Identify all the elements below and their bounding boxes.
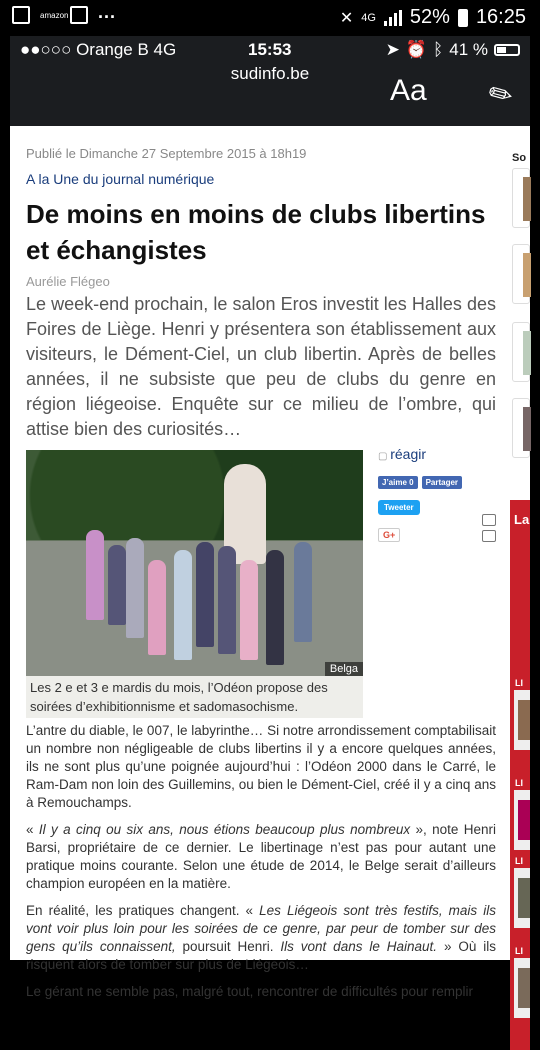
google-plus-button[interactable]: G+ — [378, 528, 400, 542]
sidebar-card[interactable] — [514, 690, 530, 750]
author[interactable]: Aurélie Flégeo — [26, 274, 110, 289]
comment-icon: ▢ — [378, 451, 391, 462]
android-status-bar — [0, 0, 540, 36]
alarm-icon: ⏰ — [405, 40, 428, 59]
card-label: LI — [515, 856, 523, 866]
quote: Ils vont dans le Hainaut. — [280, 939, 438, 954]
amazon-notification-icon: amazon — [40, 10, 69, 20]
paragraph-text: poursuit Henri. — [175, 939, 281, 954]
article-photo — [26, 450, 363, 676]
photo-credit: Belga — [325, 662, 363, 676]
sidebar-thumbnail[interactable] — [512, 168, 530, 228]
clock: 16:25 — [475, 6, 526, 28]
ios-battery-percent: 41 % — [449, 40, 488, 59]
facebook-like-button[interactable]: J’aime 0 — [378, 476, 418, 489]
child-figure — [218, 546, 236, 654]
network-type: 4G — [361, 11, 376, 24]
card-label: LI — [515, 678, 523, 688]
sidebar-thumbnail[interactable] — [512, 322, 530, 382]
facebook-share-button[interactable]: Partager — [422, 476, 462, 489]
child-figure — [294, 542, 312, 642]
carrier-label: ●●○○○ Orange B 4G — [20, 40, 177, 59]
browser-toolbar — [10, 64, 530, 126]
article-body — [26, 722, 496, 1010]
quote: Les Liégeois sont très festifs, mais ils vont voir plus loin pour les soirées de ce genre, par peur de tomber sur des gens qu’ils connaissent, — [26, 903, 497, 954]
article-lead: Le week-end prochain, le salon Eros investit les Halles des Foires de Liège. Henri y présentera son établissement aux visiteurs, le Dément-Ciel, un club libertin. Après de belles années, il ne subsiste que peu de clubs du genre en région liégeoise. Enquête sur ce milieu de l’ombre, qui attise bien des curiosités… — [26, 294, 496, 439]
ios-clock: 15:53 — [248, 40, 292, 59]
paragraph: Le gérant ne semble pas, malgré tout, rencontrer de difficultés pour remplir — [26, 984, 473, 999]
article-tools — [482, 514, 496, 542]
right-sidebar — [510, 126, 530, 960]
location-photo-icon — [70, 6, 88, 24]
text-size-button[interactable]: Aa — [390, 74, 427, 107]
url-label[interactable]: sudinfo.be — [230, 64, 310, 83]
location-arrow-icon: ➤ — [385, 40, 400, 59]
article — [26, 126, 506, 999]
card-label: LI — [515, 778, 523, 788]
red-panel-label: La — [514, 512, 530, 527]
rubric-link[interactable]: A la Une du journal numérique — [26, 171, 215, 187]
paragraph-text: » Où ils risquent alors de tomber sur plus de Liégeois… — [26, 939, 496, 972]
ios-status-bar — [10, 36, 530, 64]
child-figure — [266, 550, 284, 665]
photo-caption: Les 2 e et 3 e mardis du mois, l’Odéon propose des soirées d’exhibitionnisme et sadomasochisme. — [26, 676, 363, 718]
sidebar-thumbnail[interactable] — [512, 398, 530, 458]
ios-battery-icon — [494, 44, 520, 56]
paragraph — [26, 902, 496, 974]
child-figure — [174, 550, 192, 660]
paragraph-text: En réalité, les pratiques changent. « — [26, 903, 260, 918]
more-notifications: ... — [98, 1, 117, 22]
mute-icon: ✕ — [339, 9, 354, 27]
share-icon[interactable]: ✎ — [482, 75, 519, 114]
quote: Il y a cinq ou six ans, nous étions beaucoup plus nombreux — [38, 822, 411, 837]
card-label: LI — [515, 946, 523, 956]
child-figure — [196, 542, 214, 647]
child-figure — [126, 538, 144, 638]
child-figure — [148, 560, 166, 655]
paragraph — [26, 821, 496, 893]
child-figure — [108, 545, 126, 625]
child-figure — [240, 560, 258, 660]
phone-screenshot — [10, 36, 530, 999]
article-title: De moins en moins de clubs libertins et échangistes — [26, 199, 486, 265]
quote-open: « — [26, 822, 39, 837]
reagir-label: réagir — [390, 446, 427, 462]
battery-icon — [458, 9, 468, 27]
sidebar-card[interactable] — [514, 958, 530, 1018]
reagir-link[interactable] — [378, 446, 426, 462]
paragraph-text: », note Henri Barsi, propriétaire de ce dernier. Le libertinage n’est pas pour autant une pratique moins courante. Selon une étude de 2014, le Belge serait d’ailleurs champion européen en la matière. — [26, 822, 496, 891]
battery-percent: 52% — [409, 6, 450, 28]
signal-icon — [384, 10, 402, 26]
gallery-icon — [12, 6, 30, 24]
sidebar-card[interactable] — [514, 868, 530, 928]
child-figure — [86, 530, 104, 620]
print-icon[interactable] — [482, 530, 496, 542]
tweet-button[interactable]: Tweeter — [378, 500, 420, 515]
bluetooth-icon: ᛒ — [433, 40, 444, 59]
facebook-buttons — [378, 476, 462, 489]
email-icon[interactable] — [482, 514, 496, 526]
paragraph: L’antre du diable, le 007, le labyrinthe… Si notre arrondissement comptabilisait un nombre non négligeable de clubs libertins il y a encore quelques années, ils ne sont plus qu’une poignée aujourd’hui : l’Odéon 2000 dans le Carré, le Ram-Dam non loin des Guillemins, ou bien le Dément-Ciel, créé il y a cinq ans à Remouchamps. — [26, 723, 496, 810]
sidebar-card[interactable] — [514, 790, 530, 850]
published-date: Publié le Dimanche 27 Septembre 2015 à 18h19 — [26, 146, 307, 161]
sidebar-thumbnail[interactable] — [512, 244, 530, 304]
trees-background — [26, 450, 363, 540]
sidebar-heading: So — [512, 152, 527, 164]
sidebar-red-panel — [510, 500, 530, 1050]
